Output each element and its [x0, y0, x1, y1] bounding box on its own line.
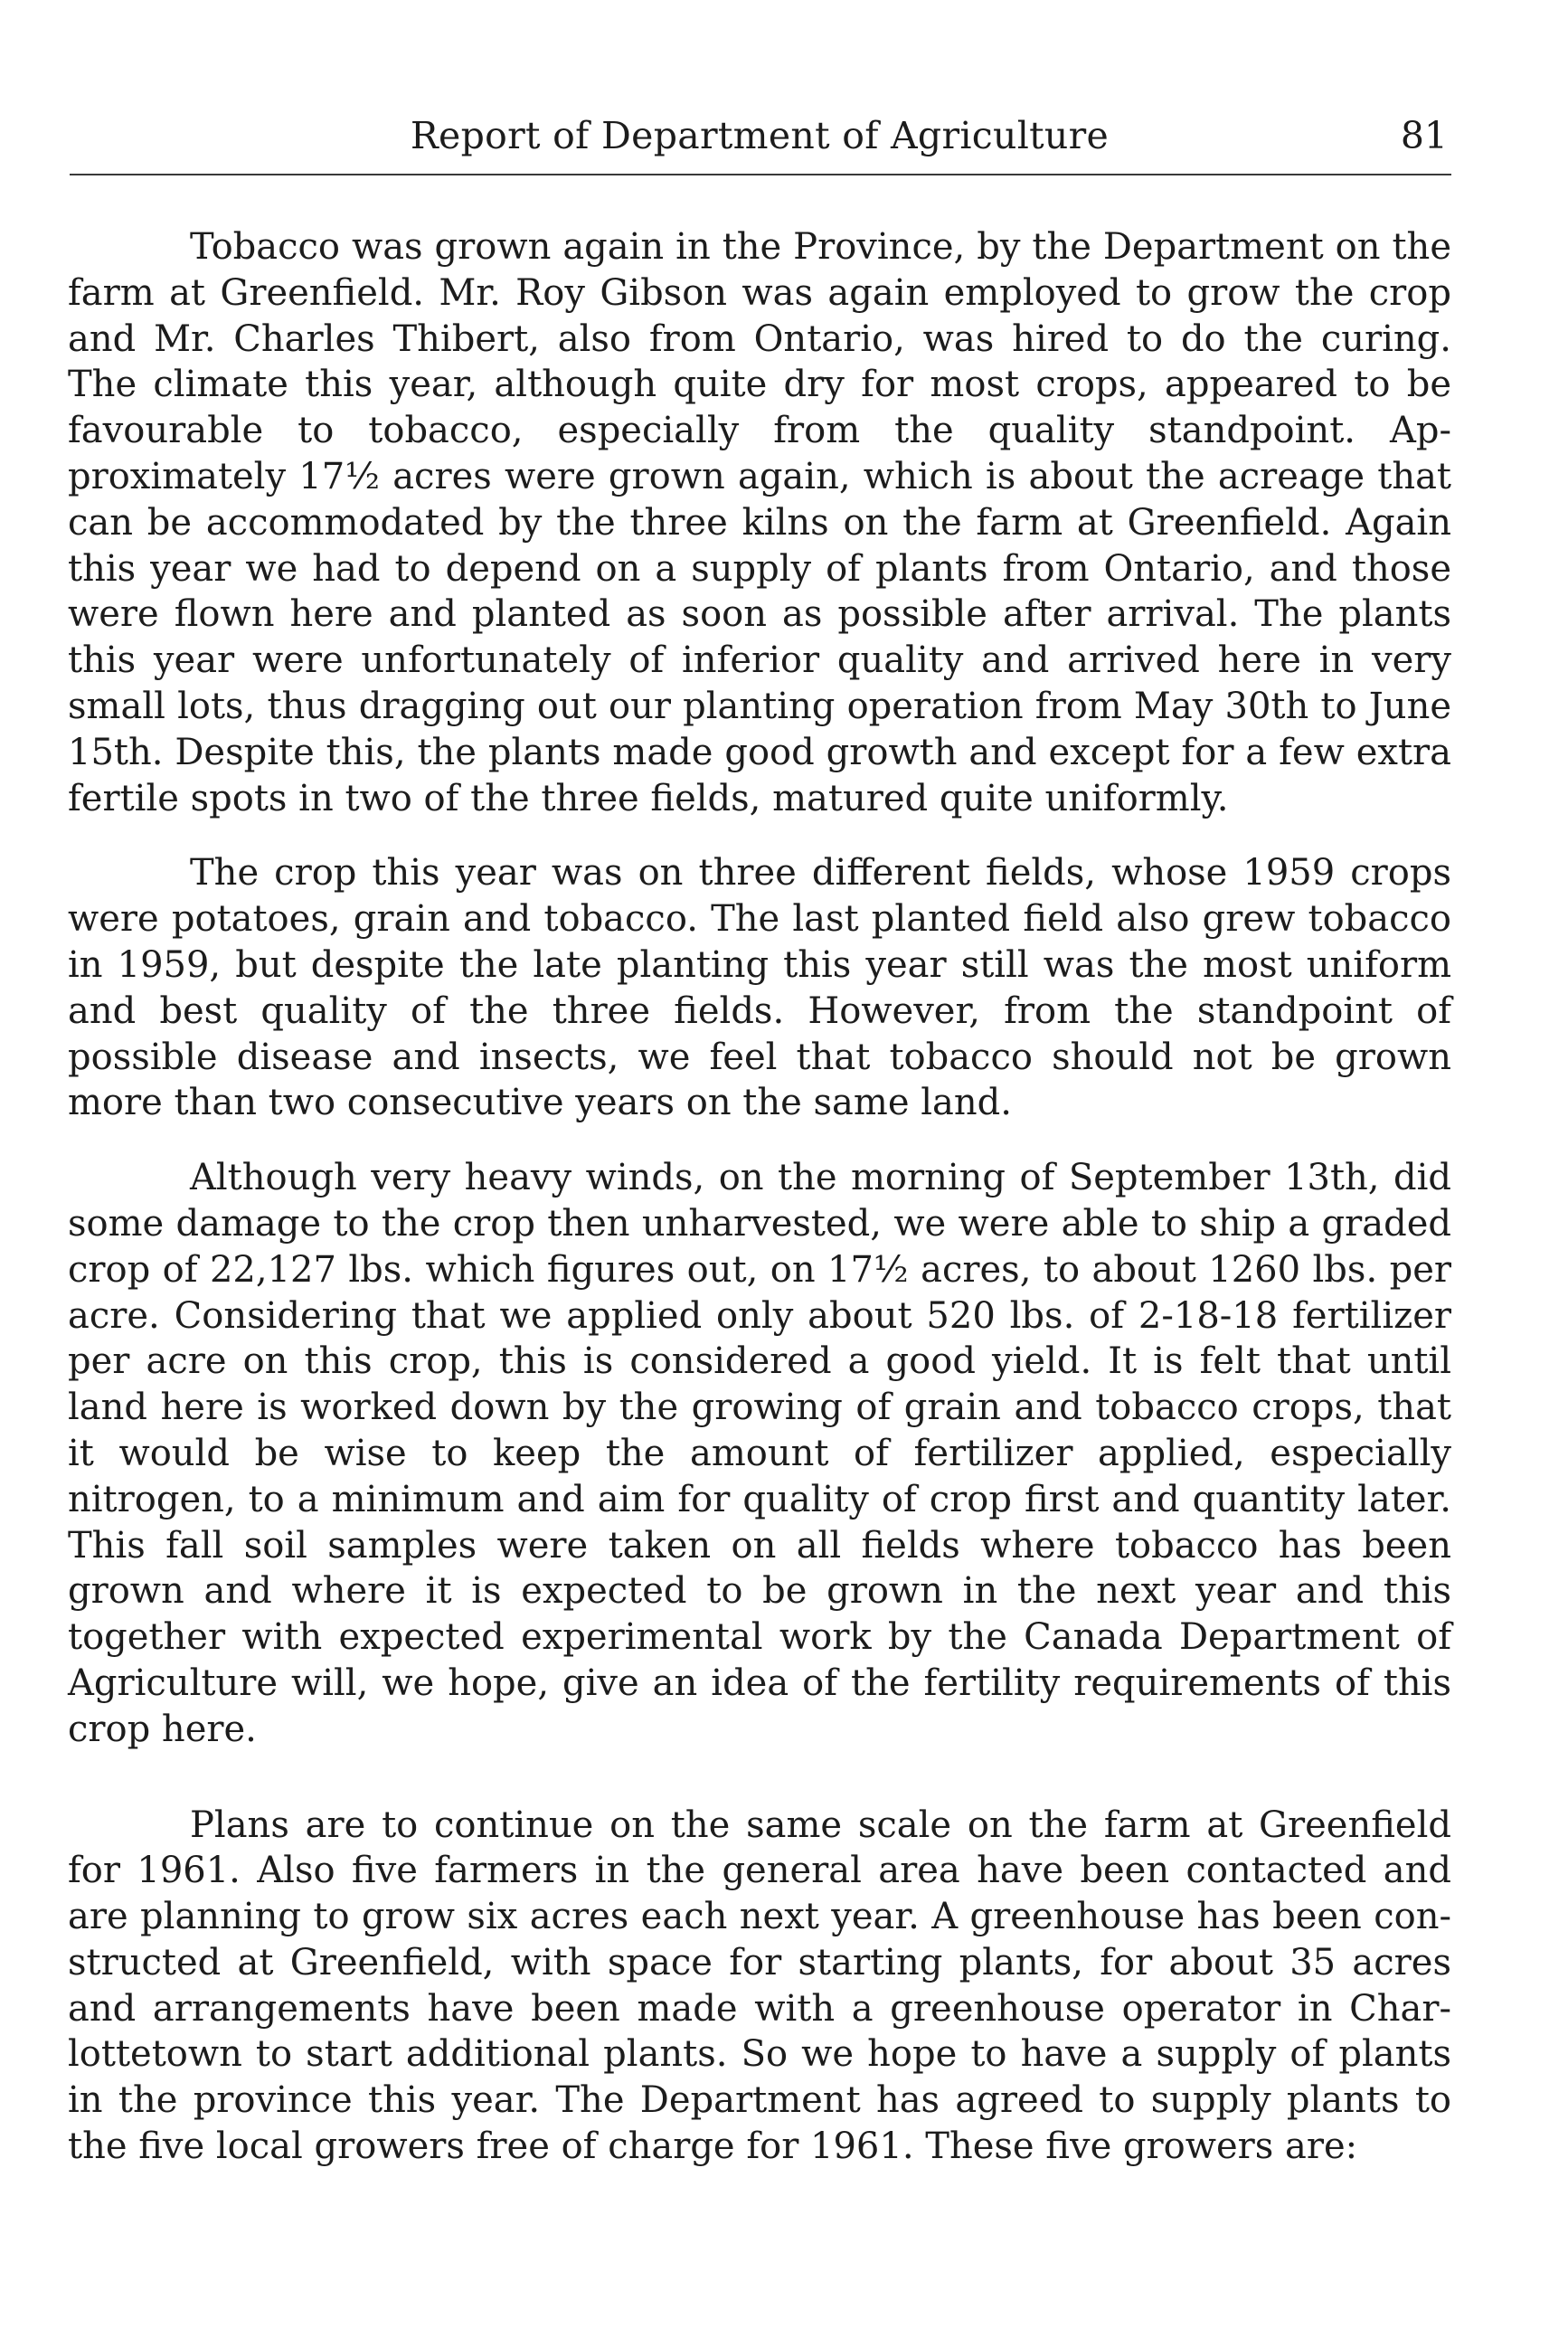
- page-number: 81: [1400, 114, 1448, 157]
- body-paragraph: Plans are to continue on the same scale on the farm at Greenfield for 1961. Also five farmers in the general area have been contacted and are planning to grow six acres each next year. A greenhouse has been constructed at Greenfield, with space for starting plants, for about 35 acres and arrangements have been made with a greenhouse operator in Charlottetown to start additional plants. So we hope to have a supply of plants in the province this year. The Department has agreed to supply plants to the five local growers free of charge for 1961. These five growers are:: [68, 1804, 1451, 2168]
- header-divider: [70, 174, 1451, 175]
- document-page: [68, 109, 1451, 2170]
- body-paragraph: Tobacco was grown again in the Province, by the Department on the farm at Greenfield. Mr. Roy Gibson was again employed to grow the crop and Mr. Charles Thibert, also from Ontario, was hired to do the curing. The climate this year, although quite dry for most crops, appeared to be favourable to tobacco, especially from the quality standpoint. Approximately 17½ acres were grown again, which is about the acreage that can be accommodated by the three kilns on the farm at Greenfield. Again this year we had to depend on a supply of plants from Ontario, and those were flown here and planted as soon as possible after arrival. The plants this year were unfortunately of inferior quality and arrived here in very small lots, thus dragging out our planting operation from May 30th to June 15th. Despite this, the plants made good growth and except for a few extra fertile spots in two of the three fields, matured quite uniformly.: [68, 226, 1451, 819]
- running-header: [68, 109, 1451, 163]
- header-title: Report of Department of Agriculture: [410, 114, 1110, 157]
- body-paragraph: The crop this year was on three different fields, whose 1959 crops were potatoes, grain and tobacco. The last planted field also grew tobacco in 1959, but despite the late planting this year still was the most uniform and best quality of the three fields. However, from the standpoint of possible disease and insects, we feel that tobacco should not be grown more than two consecutive years on the same land.: [68, 852, 1451, 1124]
- body-paragraph: Although very heavy winds, on the morning of September 13th, did some damage to the crop then unharvested, we were able to ship a graded crop of 22,127 lbs. which figures out, on 17½ acres, to about 1260 lbs. per acre. Considering that we applied only about 520 lbs. of 2-18-18 fertilizer per acre on this crop, this is considered a good yield. It is felt that until land here is worked down by the growing of grain and tobacco crops, that it would be wise to keep the amount of fertilizer applied, especially nitrogen, to a minimum and aim for quality of crop first and quantity later. This fall soil samples were taken on all fields where tobacco has been grown and where it is expected to be grown in the next year and this together with expected experimental work by the Canada Department of Agriculture will, we hope, give an idea of the fertility requirements of this crop here.: [68, 1157, 1451, 1750]
